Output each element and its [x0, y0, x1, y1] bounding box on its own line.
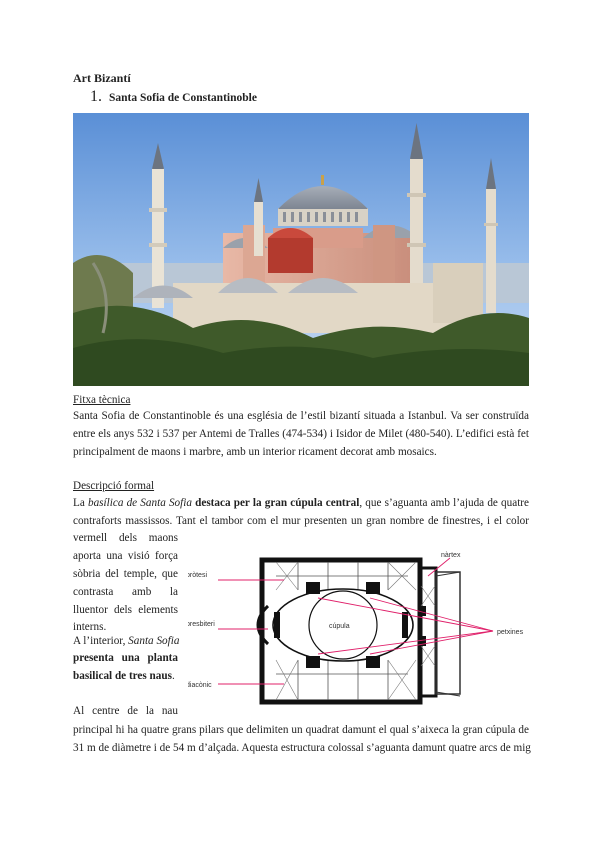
text-span: A l’interior, [73, 635, 129, 647]
section-number: 1. [90, 88, 102, 105]
plan-label-petxines: petxines [497, 629, 524, 636]
tail-line-1: principal hi ha quatre grans pilars que delimiten un quadrat damunt el qual s’aixeca la gran cúpula de [73, 724, 529, 736]
plan-exonarthex [436, 572, 460, 694]
basilica-italic: basílica de Santa Sofia [87, 497, 192, 509]
plan-label-nartex: nàrtex [441, 552, 461, 559]
santa-sofia-photo [73, 113, 529, 386]
plan-label-diaconic: diacònic [188, 682, 212, 689]
descripcio-heading: Descripció formal [73, 480, 155, 492]
fitxa-heading: Fitxa tècnica [73, 394, 131, 406]
fitxa-line-1: Santa Sofia de Constantinoble és una església de l’estil bizantí situada a Istanbul. Va ser construïda [73, 410, 529, 422]
plan-label-protesi: pròtesi [188, 572, 208, 579]
narrow-line-5: lluentor dels elements [73, 604, 178, 616]
interior-line-1 [73, 633, 183, 651]
fitxa-line-2: entre els anys 532 i 537 per Antemi de Tralles (474-534) i Isidor de Milet (480-540). L’edifici està fet [73, 428, 529, 440]
descripcio-line-2: contraforts massissos. Tant el tambor com el mur presenten un gran nombre de finestres, i el color [73, 515, 529, 527]
text-span: La [73, 497, 88, 509]
text-span: , que s’aguanta amb l’ajuda de quatre [359, 497, 530, 509]
text-span: . [171, 670, 175, 682]
document-title: Art Bizantí [73, 71, 131, 85]
tail-line-2: 31 m de diàmetre i de 54 m d’alçada. Aquesta estructura colossal s’aguanta damunt quatre arcs de mig [73, 742, 531, 754]
narrow-line-4: contrasta amb la [73, 586, 178, 598]
narrow-line-3: sòbria del temple, que [73, 568, 178, 580]
cupula-bold: destaca per la gran cúpula central [195, 497, 360, 509]
plan-label-presbiteri: presbiteri [188, 621, 215, 628]
plan-label-cupula: cúpula [329, 623, 350, 630]
floor-plan [188, 546, 533, 706]
narrow-line-2: aporta una visió força [73, 550, 178, 562]
santa-sofia-italic: Santa Sofia [128, 635, 180, 647]
descripcio-line-1 [73, 494, 529, 512]
interior-line-2: presenta una planta [73, 652, 178, 664]
al-centre-line: Al centre de la nau [73, 705, 178, 717]
tres-naus-bold: basilical de tres naus [73, 670, 172, 682]
section-title: Santa Sofia de Constantinoble [109, 92, 257, 104]
narrow-line-1: vermell dels maons [73, 532, 178, 544]
interior-line-3 [73, 668, 178, 686]
fitxa-line-3: principalment de maons i marbre, amb un interior ricament decorat amb mosaics. [73, 446, 437, 458]
narrow-line-6: interns. [73, 621, 107, 633]
